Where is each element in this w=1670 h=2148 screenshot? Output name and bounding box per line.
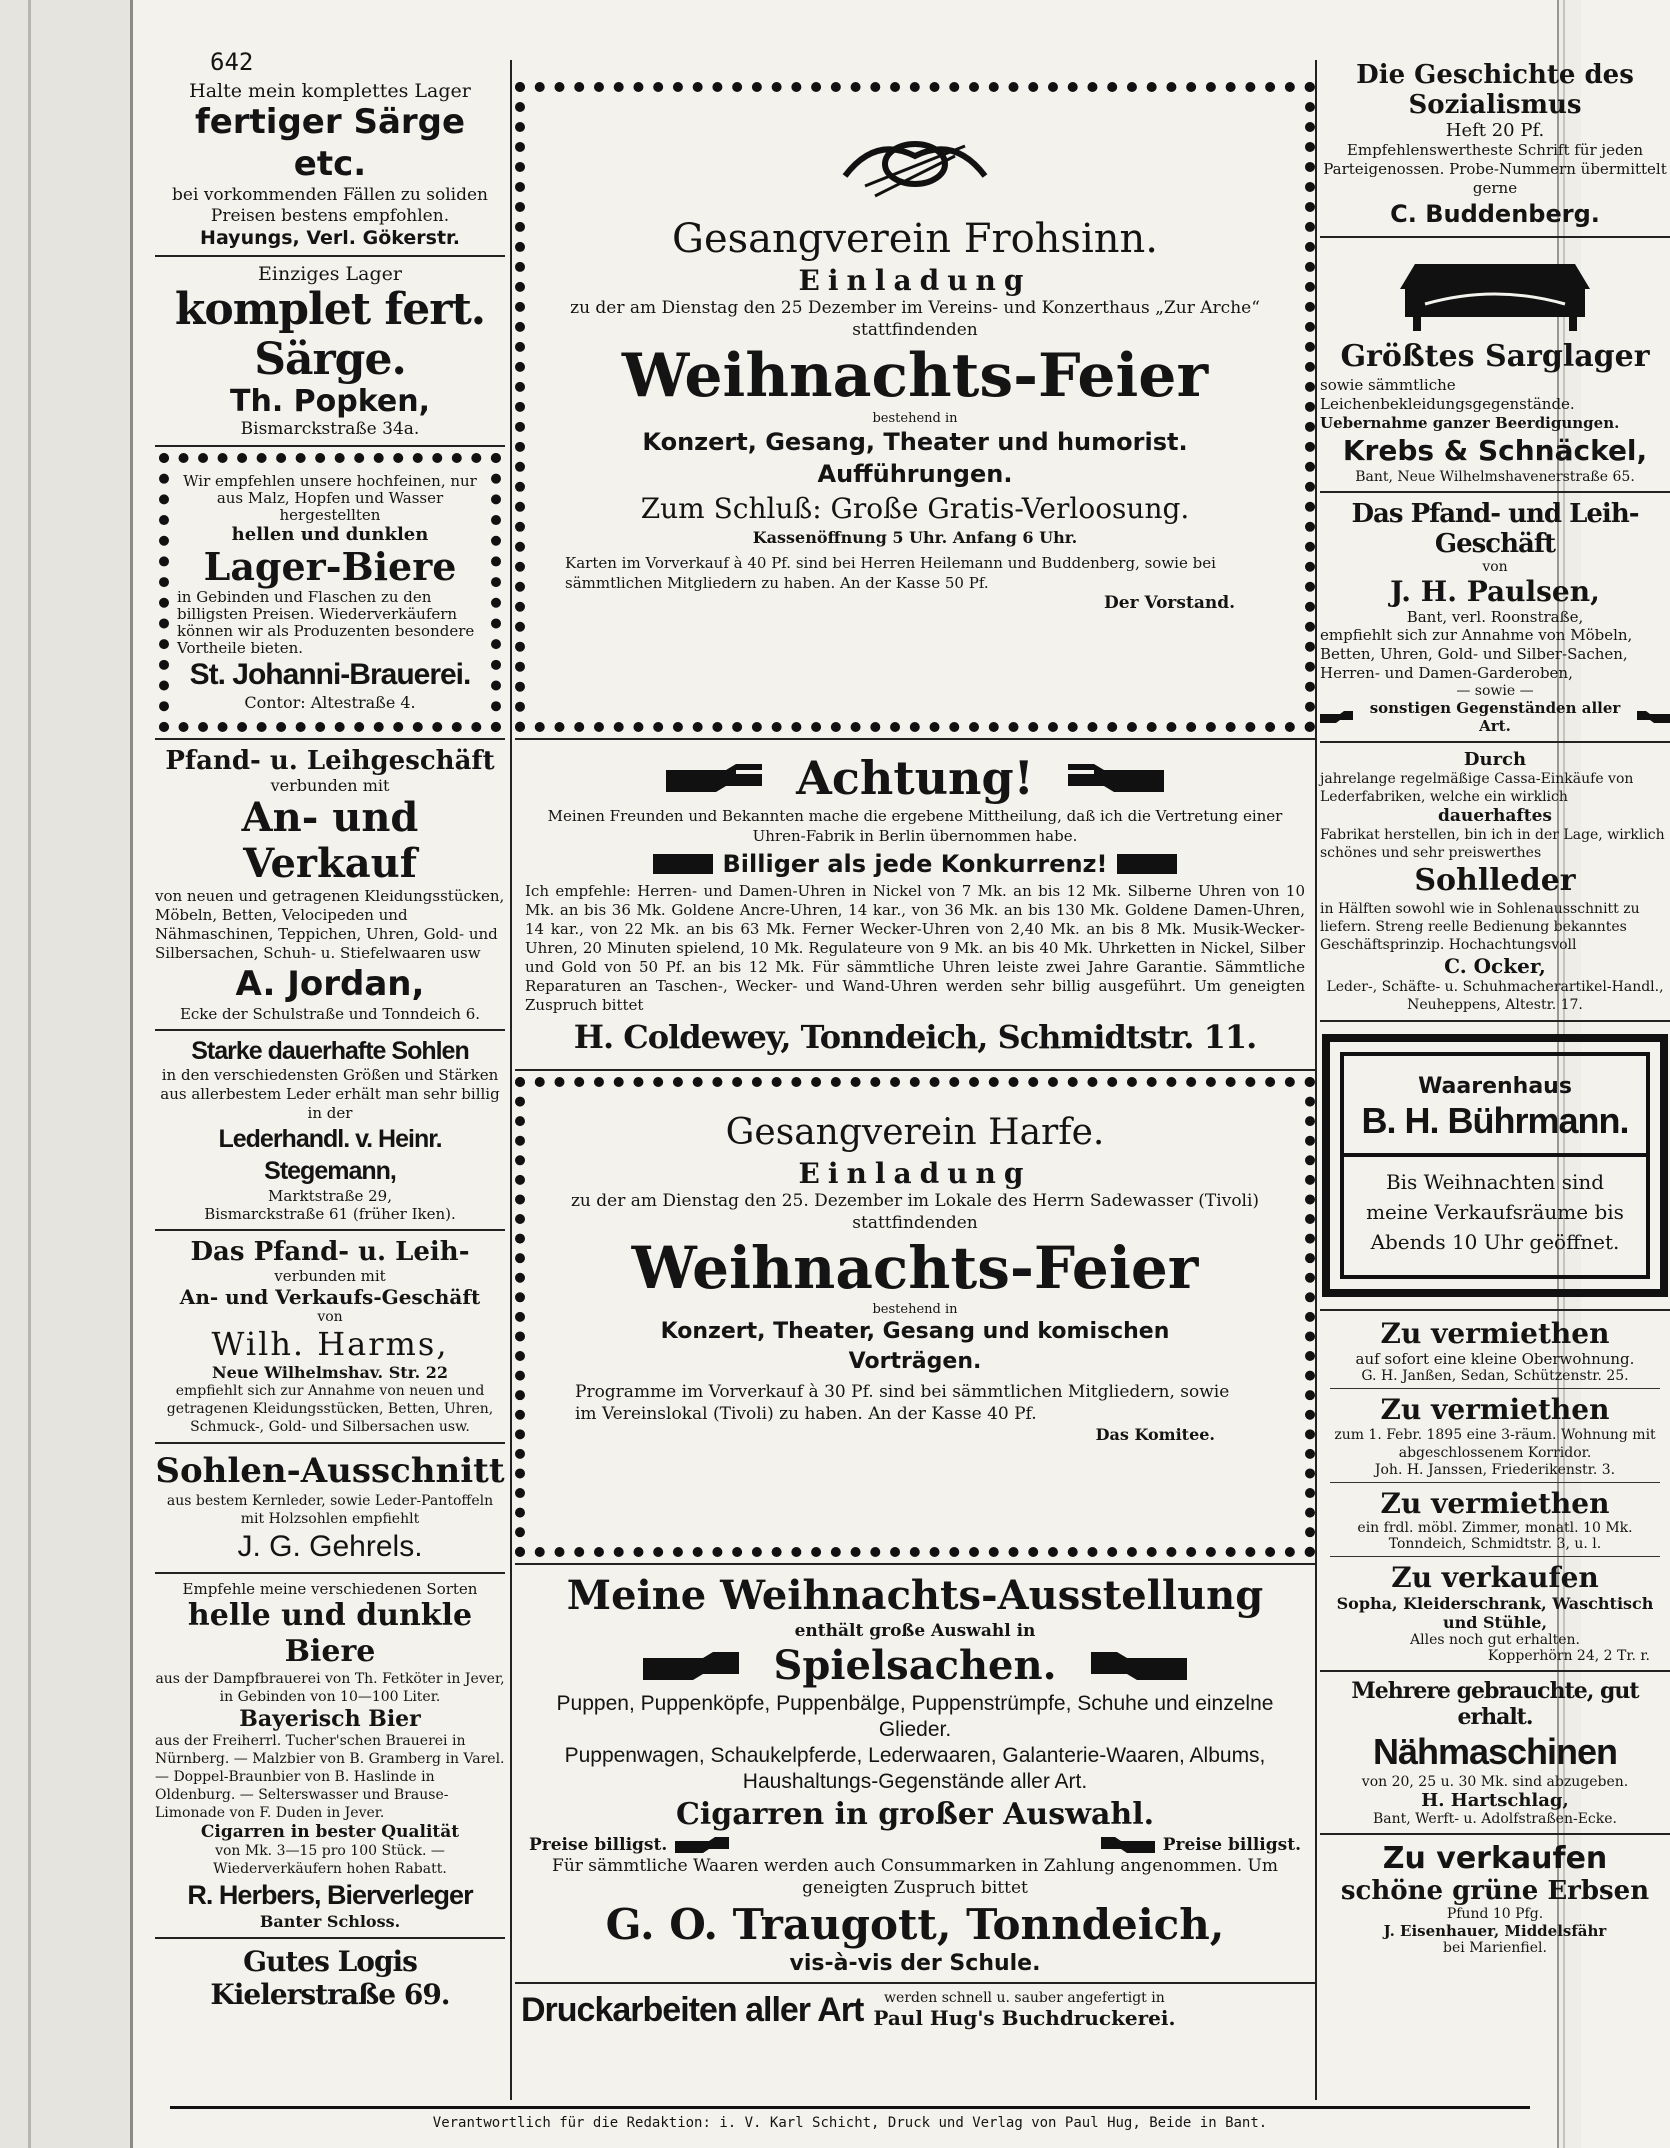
ad-name: C. Ocker, xyxy=(1444,954,1546,978)
ad-name: A. Jordan, xyxy=(235,964,425,1004)
ad-herbers xyxy=(155,1580,505,1931)
divider xyxy=(515,1563,1315,1565)
ad-body: Ich empfehle: Herren- und Damen-Uhren in Nickel von 7 Mk. an bis 12 Mk. Silberne Uhren von 10 Mk. an bis 36 Mk. Goldene Ancre-Uhren, 14 kar., von 36 Mk. an bis 130 Mk. Goldene Damen-Uhren, 14 kar., von 22 Mk. an bis 63 Mk. Ferner Wecker-Uhren von 2,40 Mk. an bis 8 Mk. Musik-Wecker-Uhren, 20 Minuten spielend, 10 Mk. Regulateure von 9 Mk. an bis 40 Mk. Uhrketten in Nickel, Silber und Gold von 50 Pf. an bis 12 Mk. Für sämmtliche Uhren leiste zwei Jahre Garantie. Sämmtliche Reparaturen an Taschen-, Wecker- und Wand-Uhren werden sehr billig ausgeführt. Um geneigten Zuspruch bittet xyxy=(525,882,1305,1014)
ad-body: empfiehlt sich zur Annahme von Möbeln, Betten, Uhren, Gold- und Silber-Sachen, Herren- und Damen-Garderoben, xyxy=(1320,626,1633,682)
ad-sub: von xyxy=(1482,559,1508,575)
divider xyxy=(1330,1388,1660,1389)
ad-sub: verbunden mit xyxy=(270,776,390,795)
ad-body: ein frdl. möbl. Zimmer, monatl. 10 Mk. xyxy=(1357,1520,1633,1536)
ad-signature: Der Vorstand. xyxy=(1104,593,1235,613)
ad-program: Konzert, Theater, Gesang und komischen Vorträgen. xyxy=(660,1319,1170,1374)
ad-address: vis-à-vis der Schule. xyxy=(789,1951,1041,1976)
lyre-wreath-icon xyxy=(835,116,995,206)
ad-title: Lager-Biere xyxy=(203,544,457,589)
pointing-hand-icon xyxy=(1087,1648,1187,1684)
ad-sub: — sowie — xyxy=(1456,683,1534,699)
ad-address: Ecke der Schulstraße und Tonndeich 6. xyxy=(179,1005,481,1023)
newspaper-page xyxy=(135,30,1667,2110)
black-bar xyxy=(653,854,713,874)
ad-name: B. H. Bührmann. xyxy=(1361,1100,1629,1141)
ad-body: empfiehlt sich zur Annahme von neuen und getragenen Kleidungsstücken, Betten, Uhren, Schmuck-, Gold- und Silbersachen usw. xyxy=(166,1383,494,1435)
ad-title: Gutes Logis Kielerstraße 69. xyxy=(210,1945,450,2011)
ad-body: Programme im Vorverkauf à 30 Pf. sind bei sämmtlichen Mitgliedern, sowie im Vereinslokal (Tivoli) zu haben. An der Kasse 40 Pf. xyxy=(575,1382,1230,1424)
ad-banner: Billiger als jede Konkurrenz! xyxy=(722,850,1108,878)
ad-address: bei Marienfiel. xyxy=(1443,1940,1547,1956)
ad-body: zu der am Dienstag den 25 Dezember im Vereins- und Konzerthaus „Zur Arche“ stattfindenden xyxy=(570,298,1260,340)
ad-title: Zu vermiethen xyxy=(1380,1393,1610,1426)
ad-body: aus bestem Kernleder, sowie Leder-Pantoffeln mit Holzsohlen empfiehlt xyxy=(166,1493,494,1527)
divider xyxy=(1320,236,1670,238)
ad-ocker xyxy=(1320,749,1670,1014)
ad-line: Halte mein komplettes Lager xyxy=(189,80,471,102)
divider xyxy=(515,1069,1315,1071)
headline-row xyxy=(525,1641,1305,1691)
ad-price: Pfund 10 Pfg. xyxy=(1446,1906,1544,1922)
ad-harfe xyxy=(515,1077,1315,1557)
ad-title: Pfand- u. Leihgeschäft xyxy=(165,746,495,776)
imprint-footer: Verantwortlich für die Redaktion: i. V. Karl Schicht, Druck und Verlag von Paul Hug, Beide in Bant. xyxy=(170,2106,1530,2131)
ad-title: Zu vermiethen xyxy=(1380,1317,1610,1350)
ad-body: Bis Weihnachten sind meine Verkaufsräume bis Abends 10 Uhr geöffnet. xyxy=(1366,1170,1624,1254)
divider xyxy=(515,738,1315,740)
ad-address: Contor: Altestraße 4. xyxy=(244,693,416,712)
ad-body: von 20, 25 u. 30 Mk. sind abzugeben. xyxy=(1361,1774,1629,1790)
ad-body: Empfehlenswertheste Schrift für jeden Parteigenossen. Probe-Nummern übermittelt gerne xyxy=(1323,141,1667,197)
price-label: Preise billigst. xyxy=(1162,1835,1301,1855)
ad-title: fertiger Särge etc. xyxy=(194,102,466,184)
ad-signature: G. H. Janßen, Sedan, Schützenstr. 25. xyxy=(1361,1368,1629,1384)
ad-title: Sohlen-Ausschnitt xyxy=(155,1451,505,1491)
ad-name: J. G. Gehrels. xyxy=(237,1530,423,1563)
pointing-hand-icon xyxy=(643,1648,743,1684)
ad-title: Das Pfand- u. Leih- xyxy=(190,1237,470,1267)
ad-address: Banter Schloss. xyxy=(259,1912,401,1931)
ad-traugott xyxy=(515,1571,1315,1976)
ad-title: Zu verkaufen xyxy=(1382,1841,1608,1876)
ad-program: Konzert, Gesang, Theater und humorist. Aufführungen. xyxy=(642,428,1188,488)
ad-sub: verbunden mit xyxy=(274,1267,386,1285)
ad-buddenberg xyxy=(1320,60,1670,230)
ad-address: Leder-, Schäfte- u. Schuhmacherartikel-Handl., Neuheppens, Altestr. 17. xyxy=(1326,979,1664,1013)
ad-popken xyxy=(155,263,505,439)
divider xyxy=(1330,1482,1660,1483)
divider xyxy=(1344,1153,1646,1157)
divider xyxy=(155,445,505,447)
divider xyxy=(155,1937,505,1939)
price-label: Preise billigst. xyxy=(529,1835,668,1855)
ad-druck xyxy=(515,1990,1315,2030)
ad-sub: Bayerisch Bier xyxy=(239,1706,421,1732)
ad-title: Zu vermiethen xyxy=(1380,1487,1610,1520)
ad-times: Kassenöffnung 5 Uhr. Anfang 6 Uhr. xyxy=(752,528,1078,547)
ad-intro: Empfehle meine verschiedenen Sorten xyxy=(182,1580,478,1598)
ad-body: Karten im Vorverkauf à 40 Pf. sind bei Herren Heilemann und Buddenberg, sowie bei sämmtlichen Mitgliedern zu haben. An der Kasse 50 Pf. xyxy=(565,554,1216,592)
ad-frohsinn xyxy=(515,82,1315,732)
ad-body: in Hälften sowohl wie in Sohlenausschnitt zu liefern. Streng reelle Bedienung bekanntes Geschäftsprinzip. Hochachtungsvoll xyxy=(1320,901,1640,953)
page-binding xyxy=(0,0,133,2148)
ad-hartschlag xyxy=(1320,1678,1670,1827)
ad-body: auf sofort eine kleine Oberwohnung. xyxy=(1355,1350,1635,1368)
ad-headline: Spielsachen. xyxy=(773,1642,1057,1689)
column-right xyxy=(1320,60,1670,1956)
pointing-hand-icon xyxy=(675,1835,731,1855)
ad-title: Gesangverein Frohsinn. xyxy=(672,216,1158,262)
ad-address: Bismarckstraße 61 (früher Iken). xyxy=(204,1205,456,1223)
ad-body: aus der Dampfbrauerei von Th. Fetköter in Jever, in Gebinden von 10—100 Liter. xyxy=(155,1671,505,1705)
ad-title: Das Pfand- und Leih-Geschäft xyxy=(1351,499,1639,559)
ad-body: zu der am Dienstag den 25. Dezember im Lokale des Herrn Sadewasser (Tivoli) stattfindenden xyxy=(570,1191,1260,1233)
ad-sub: Cigarren in bester Qualität xyxy=(200,1822,460,1842)
ad-sub: Mehrere gebrauchte, gut erhalt. xyxy=(1351,1678,1639,1730)
ad-signature: Hayungs, Verl. Gökerstr. xyxy=(200,227,460,249)
ad-name: Krebs & Schnäckel, xyxy=(1342,434,1648,467)
ad-gehrels xyxy=(155,1450,505,1566)
ad-sub: Durch xyxy=(1463,749,1527,770)
ad-verkaufen-1 xyxy=(1320,1561,1670,1664)
items-row xyxy=(1320,699,1670,735)
ad-signature: Tonndeich, Schmidtstr. 3, u. l. xyxy=(1388,1536,1602,1552)
ad-sub: hellen und dunklen xyxy=(231,524,429,545)
ad-body: zum 1. Febr. 1895 eine 3-räum. Wohnung mit abgeschlossenem Korridor. xyxy=(1334,1427,1656,1461)
ad-vermiethen-3 xyxy=(1320,1487,1670,1552)
pointing-hand-icon xyxy=(1099,1835,1155,1855)
ad-logis xyxy=(155,1945,505,2011)
ad-body: Für sämmtliche Waaren werden auch Consummarken in Zahlung angenommen. Um geneigten Zuspruch bittet xyxy=(552,1856,1278,1898)
ad-title: Die Geschichte des Sozialismus xyxy=(1356,60,1634,120)
ad-invite: Einladung xyxy=(798,264,1032,297)
ad-signature: Kopperhörn 24, 2 Tr. r. xyxy=(1487,1648,1650,1664)
ad-sub: Waarenhaus xyxy=(1418,1074,1572,1099)
headline-row xyxy=(525,750,1305,806)
divider xyxy=(155,1442,505,1444)
ad-title: Achtung! xyxy=(796,751,1034,805)
ad-title: Meine Weihnachts-Ausstellung xyxy=(566,1572,1264,1619)
ad-body: dauerhaftes xyxy=(1438,806,1552,826)
ad-sub: An- und Verkaufs-Geschäft xyxy=(179,1285,481,1309)
ad-sub: bestehend in xyxy=(872,1302,958,1317)
divider xyxy=(155,1229,505,1231)
ad-headline: Weihnachts-Feier xyxy=(631,1234,1199,1302)
ad-body: von Mk. 3—15 pro 100 Stück. — Wiederverkäufern hohen Rabatt. xyxy=(213,1843,447,1877)
ad-stegemann xyxy=(155,1037,505,1223)
ad-eisenhauer xyxy=(1320,1841,1670,1956)
divider xyxy=(155,1029,505,1031)
ad-address: Marktstraße 29, xyxy=(268,1187,392,1205)
ad-body: Meinen Freunden und Bekannten mache die ergebene Mittheilung, daß ich die Vertretung einer Uhren-Fabrik in Berlin übernommen habe. xyxy=(547,807,1283,845)
divider xyxy=(1320,491,1670,493)
ad-vermiethen-2 xyxy=(1320,1393,1670,1478)
ad-invite: Einladung xyxy=(798,1157,1032,1190)
divider xyxy=(515,1982,1315,1984)
divider xyxy=(155,255,505,257)
ad-vermiethen-1 xyxy=(1320,1317,1670,1384)
ad-items: sonstigen Gegenständen aller Art. xyxy=(1369,699,1621,735)
ad-name: J. H. Paulsen, xyxy=(1390,575,1600,608)
ad-name: G. O. Traugott, Tonndeich, xyxy=(605,1900,1225,1949)
ad-headline: Weihnachts-Feier xyxy=(621,341,1209,411)
ad-name: Paul Hug's Buchdruckerei. xyxy=(873,2006,1176,2030)
ad-body: aus der Freiherrl. Tucher'schen Brauerei in Nürnberg. — Malzbier von B. Gramberg in Varel. — Doppel-Braunbier von B. Haslinde in Oldenburg. — Selterswasser und Brause-Limonade von F. Duden in Jever. xyxy=(155,1733,505,1821)
ad-title: Starke dauerhafte Sohlen xyxy=(191,1037,469,1065)
ad-address: Bant, Neue Wilhelmshavenerstraße 65. xyxy=(1355,469,1635,485)
ad-body: in den verschiedensten Größen und Stärken aus allerbestem Leder erhält man sehr billig in der xyxy=(160,1066,500,1122)
ad-name: Wilh. Harms, xyxy=(211,1325,449,1363)
ad-body: von neuen und getragenen Kleidungsstücken, Möbeln, Betten, Velocipeden und Nähmaschinen, Teppichen, Uhren, Gold- und Silbersachen, Schuh- u. Stiefelwaaren usw xyxy=(155,887,505,962)
ad-body: in Gebinden und Flaschen zu den billigsten Preisen. Wiederverkäufern können wir als Produzenten besondere Vortheile bieten. xyxy=(177,588,475,657)
ad-body: jahrelange regelmäßige Cassa-Einkäufe von Lederfabriken, welche ein wirklich xyxy=(1320,771,1634,805)
ad-body: sowie sämmtliche Leichenbekleidungsgegenstände. xyxy=(1320,376,1575,413)
ad-sub: Zum Schluß: Große Gratis-Verloosung. xyxy=(640,492,1190,525)
ad-title: Zu verkaufen xyxy=(1391,1561,1599,1594)
ad-sub: schöne grüne Erbsen xyxy=(1340,1876,1650,1906)
ad-title: komplet fert. Särge. xyxy=(174,284,486,385)
ad-line: Einziges Lager xyxy=(258,263,402,285)
ad-body: werden schnell u. sauber angefertigt in xyxy=(884,1990,1165,2006)
ad-name: Lederhandl. v. Heinr. Stegemann, xyxy=(218,1125,442,1185)
ad-krebs xyxy=(1320,244,1670,485)
ad-address: Bant, verl. Roonstraße, xyxy=(1406,608,1584,626)
ad-coldewey xyxy=(515,746,1315,1063)
ad-title: Größtes Sarglager xyxy=(1340,339,1650,374)
ad-sub: Alles noch gut erhalten. xyxy=(1410,1632,1580,1648)
ad-paulsen xyxy=(1320,499,1670,735)
ad-title: helle und dunkle Biere xyxy=(187,1598,473,1669)
column-center xyxy=(515,82,1315,2030)
pointing-hand-icon xyxy=(1064,760,1164,796)
ad-signature: Das Komitee. xyxy=(1095,1425,1215,1444)
column-rule-1 xyxy=(510,60,512,2100)
ad-sub: bestehend in xyxy=(872,411,958,426)
ad-title: Druckarbeiten aller Art xyxy=(521,1990,864,2029)
ad-title: Nähmaschinen xyxy=(1372,1731,1618,1772)
ad-sub: Cigarren in großer Auswahl. xyxy=(675,1797,1155,1832)
ad-intro: Wir empfehlen unsere hochfeinen, nur aus Malz, Hopfen und Wasser hergestellten xyxy=(183,472,477,524)
ad-items: Puppenwagen, Schaukelpferde, Lederwaaren, Galanterie-Waaren, Albums, Haushaltungs-Gegenstände aller Art. xyxy=(564,1744,1266,1793)
ad-body: Sopha, Kleiderschrank, Waschtisch und Stühle, xyxy=(1336,1594,1654,1632)
ad-name: J. Eisenhauer, Middelsfähr xyxy=(1383,1922,1607,1940)
column-rule-2 xyxy=(1315,60,1317,2100)
ad-sub: enthält große Auswahl in xyxy=(794,1621,1036,1641)
ad-signature: C. Buddenberg. xyxy=(1390,200,1600,228)
ad-name: R. Herbers, Bierverleger xyxy=(187,1880,473,1910)
ad-jordan xyxy=(155,746,505,1023)
divider xyxy=(155,1572,505,1574)
divider xyxy=(1320,1309,1670,1311)
pointing-hand-icon xyxy=(666,760,766,796)
ad-address: Bismarckstraße 34a. xyxy=(240,419,420,439)
coffin-icon xyxy=(1385,244,1605,334)
pointing-hand-icon xyxy=(1636,710,1670,724)
page-number: 642 xyxy=(210,48,254,76)
ad-body: Fabrikat herstellen, bin ich in der Lage, wirklich schönes und sehr preiswerthes xyxy=(1320,827,1665,861)
price-row xyxy=(525,1835,1305,1855)
divider xyxy=(1320,1020,1670,1022)
ad-price: Heft 20 Pf. xyxy=(1445,120,1545,141)
ad-hayungs xyxy=(155,82,505,249)
divider xyxy=(155,738,505,740)
divider xyxy=(1320,1670,1670,1672)
ad-title: Gesangverein Harfe. xyxy=(725,1112,1105,1153)
banner-row xyxy=(525,850,1305,878)
ad-signature: Joh. H. Janssen, Friederikenstr. 3. xyxy=(1374,1462,1616,1478)
ad-buehrmann xyxy=(1322,1034,1668,1297)
ad-name: H. Hartschlag, xyxy=(1421,1790,1569,1811)
ad-sub: von xyxy=(317,1309,343,1325)
black-bar xyxy=(1117,854,1177,874)
ad-body: bei vorkommenden Fällen zu soliden Preisen bestens empfohlen. xyxy=(172,185,488,226)
ad-signature: H. Coldewey, Tonndeich, Schmidtstr. 11. xyxy=(573,1018,1257,1056)
divider xyxy=(1330,1556,1660,1557)
ad-address: Bant, Werft- u. Adolfstraßen-Ecke. xyxy=(1373,1811,1617,1827)
ad-body: Uebernahme ganzer Beerdigungen. xyxy=(1320,414,1620,432)
column-left xyxy=(155,82,505,2011)
divider xyxy=(1320,741,1670,743)
ad-headline: An- und Verkauf xyxy=(241,794,419,887)
divider xyxy=(1320,1833,1670,1835)
ad-address: Neue Wilhelmshav. Str. 22 xyxy=(212,1363,448,1382)
ad-harms xyxy=(155,1237,505,1436)
ad-st-johanni xyxy=(159,453,501,732)
pointing-hand-icon xyxy=(1320,710,1354,724)
ad-name: Th. Popken, xyxy=(230,384,430,419)
ad-name: St. Johanni-Brauerei. xyxy=(189,658,471,691)
ad-items: Puppen, Puppenköpfe, Puppenbälge, Puppenstrümpfe, Schuhe und einzelne Glieder. xyxy=(556,1692,1274,1741)
ad-title: Sohlleder xyxy=(1414,863,1576,898)
